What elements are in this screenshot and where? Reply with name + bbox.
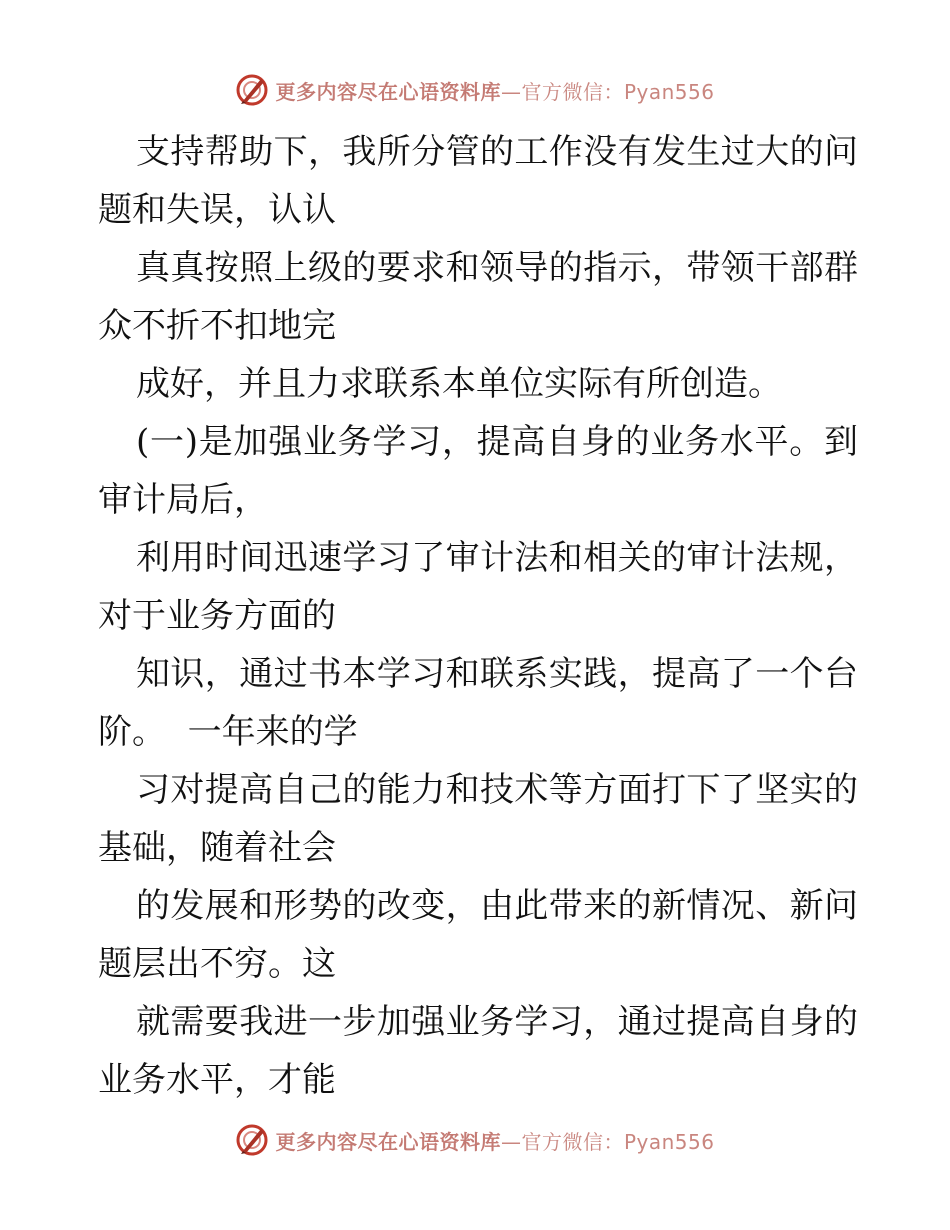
body-line: 审计局后， — [98, 480, 268, 520]
body-line: 阶。 一年来的学 — [98, 712, 358, 752]
pen-circle-icon — [235, 1123, 269, 1157]
body-line: 成好，并且力求联系本单位实际有所创造。 — [136, 364, 782, 404]
body-line: 习对提高自己的能力和技术等方面打下了坚实的 — [136, 770, 858, 810]
body-line: 业务水平，才能 — [98, 1060, 336, 1100]
body-line: (一)是加强业务学习，提高自身的业务水平。到 — [136, 422, 858, 462]
body-line: 题层出不穷。这 — [98, 944, 336, 984]
body-line: 就需要我进一步加强业务学习，通过提高自身的 — [136, 1002, 858, 1042]
body-line: 对于业务方面的 — [98, 596, 336, 636]
body-line: 基础，随着社会 — [98, 828, 336, 868]
body-line: 利用时间迅速学习了审计法和相关的审计法规， — [136, 538, 858, 578]
body-line: 真真按照上级的要求和领导的指示，带领干部群 — [136, 248, 858, 288]
footer-watermark — [0, 1118, 950, 1162]
body-line: 题和失误，认认 — [98, 190, 336, 230]
footer-watermark-text: 更多内容尽在心语资料库—官方微信：Pyan556 — [275, 1129, 715, 1154]
body-line: 众不折不扣地完 — [98, 306, 336, 346]
header-watermark-text: 更多内容尽在心语资料库—官方微信：Pyan556 — [275, 79, 715, 104]
body-line: 支持帮助下，我所分管的工作没有发生过大的问 — [136, 132, 858, 172]
body-line: 的发展和形势的改变，由此带来的新情况、新问 — [136, 886, 858, 926]
body-line: 知识，通过书本学习和联系实践，提高了一个台 — [136, 654, 858, 694]
